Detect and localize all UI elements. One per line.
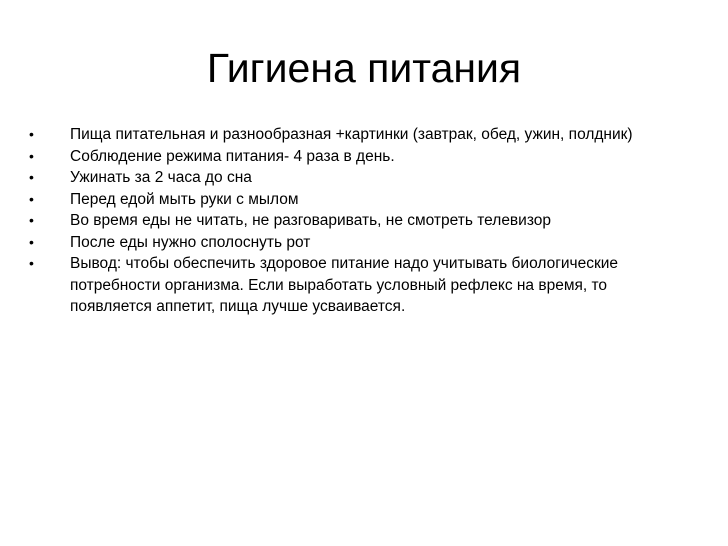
bullet-icon: • — [29, 126, 34, 142]
bullet-item — [29, 210, 679, 232]
bullet-text: Ужинать за 2 часа до сна — [70, 169, 252, 186]
bullet-text: Соблюдение режима питания- 4 раза в день. — [70, 147, 395, 165]
bullet-item — [29, 232, 679, 254]
bullet-icon: • — [29, 233, 34, 250]
bullet-icon: • — [29, 255, 34, 271]
bullet-icon: • — [29, 169, 34, 185]
bullet-text: Перед едой мыть руки с мылом — [70, 190, 299, 208]
bullet-item — [29, 167, 679, 189]
bullet-text: Во время еды не читать, не разговаривать, не смотреть телевизор — [70, 212, 551, 229]
slide-title: Гигиена питания — [206, 45, 522, 91]
bullet-item — [29, 189, 679, 211]
bullet-icon: • — [29, 190, 34, 207]
bullet-text: Вывод: чтобы обеспечить здоровое питание надо учитывать биологические потребности организма. Если выработать условный рефлекс на время, то появляется аппетит, пища лучше усваивается. — [70, 255, 619, 315]
bullet-item — [29, 253, 679, 318]
bullet-icon: • — [29, 212, 34, 228]
bullet-icon: • — [29, 147, 34, 164]
bullet-text: После еды нужно сполоснуть рот — [70, 233, 311, 251]
bullet-item — [29, 124, 679, 146]
bullet-item — [29, 146, 679, 168]
bullet-text: Пища питательная и разнообразная +картинки (завтрак, обед, ужин, полдник) — [70, 126, 633, 143]
bullet-list — [29, 124, 679, 318]
